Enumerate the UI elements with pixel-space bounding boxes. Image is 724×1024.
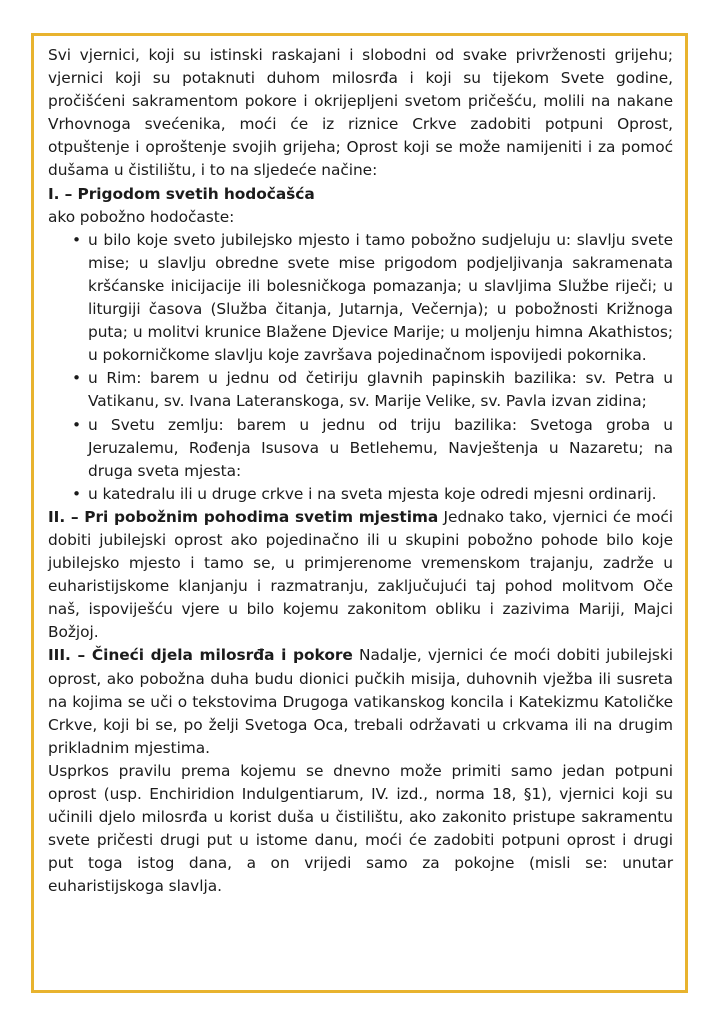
section-1-heading bbox=[48, 183, 673, 206]
bullet-text: u bilo koje sveto jubilejsko mjesto i tamo pobožno sudjeluju u: slavlju svete mise; u slavlju obredne svete mise prigodom podjeljivanja sakramenata kršćanske inicijacije ili bolesničkoga pomazanja; u slavljima Službe riječi; u liturgiji časova (Služba čitanja, Jutarnja, Večernja); u pobožnosti Križnoga puta; u molitvi krunice Blažene Djevice Marije; u moljenju himna Akathistos; u pokorničkome slavlju koje završava pojedinačnom ispovijedi pokornika. bbox=[88, 230, 673, 365]
bullet-icon: • bbox=[72, 415, 82, 434]
bullet-text: u Rim: barem u jednu od četiriju glavnih papinskih bazilika: sv. Petra u Vatikanu, sv. Ivana Lateranskoga, sv. Marije Velike, sv. Pavla izvan zidina; bbox=[88, 369, 673, 411]
section-3-paragraph bbox=[48, 644, 673, 759]
list-item bbox=[48, 414, 673, 483]
section-2-text: Jednako tako, vjernici će moći dobiti jubilejski oprost ako pojedinačno ili u skupini pobožno pohode bilo koje jubilejsko mjesto i tamo se, u primjerenome vremenskom trajanju, zadrže u euharistijskome klanjanju i razmatranju, zaključujući taj pohod molitvom Oče naš, ispoviješću vjere u bilo kojemu zakonitom obliku i zazivima Mariji, Majci Božjoj. bbox=[48, 507, 673, 642]
list-item bbox=[48, 367, 673, 413]
bullet-text: u katedralu ili u druge crkve i na sveta mjesta koje odredi mjesni ordinarij. bbox=[88, 484, 657, 503]
bullet-icon: • bbox=[72, 369, 82, 388]
bullet-icon: • bbox=[72, 230, 82, 249]
section-1-heading-text: I. – Prigodom svetih hodočašća bbox=[48, 184, 315, 203]
section-1-lead: ako pobožno hodočaste: bbox=[48, 207, 235, 226]
closing-paragraph: Usprkos pravilu prema kojemu se dnevno može primiti samo jedan potpuni oprost (usp. Enchiridion Indulgentiarum, IV. izd., norma 18, §1), vjernici koji su učinili djelo milosrđa u korist duša u čistilištu, ako zakonito pristupe sakramentu svete pričesti drugi put u istome danu, moći će zadobiti potpuni oprost i drugi put toga istog dana, a on vrijedi samo za pokojne (misli se: unutar euharistijskoga slavlja. bbox=[48, 761, 673, 896]
bullet-text: u Svetu zemlju: barem u jednu od triju bazilika: Svetoga groba u Jeruzalemu, Rođenja Isusova u Betlehemu, Navještenja u Nazaretu; na druga sveta mjesta: bbox=[88, 415, 673, 480]
section-3-heading: III. – Čineći djela milosrđa i pokore bbox=[48, 646, 353, 665]
list-item bbox=[48, 483, 673, 506]
bullet-icon: • bbox=[72, 484, 82, 503]
document-frame bbox=[31, 33, 688, 993]
list-item bbox=[48, 229, 673, 368]
section-1-bullet-list bbox=[48, 229, 673, 506]
document-body bbox=[48, 44, 673, 898]
section-2-heading: II. – Pri pobožnim pohodima svetim mjestima bbox=[48, 507, 439, 526]
section-2-paragraph bbox=[48, 506, 673, 645]
section-3-text: Nadalje, vjernici će moći dobiti jubilejski oprost, ako pobožna duha budu dionici pučkih misija, duhovnih vježba ili susreta na kojima se uči o tekstovima Drugoga vatikanskog koncila i Katekizmu Katoličke Crkve, koji bi se, po želji Svetoga Oca, trebali održavati u crkvama ili na drugim prikladnim mjestima. bbox=[48, 646, 673, 757]
intro-paragraph: Svi vjernici, koji su istinski raskajani i slobodni od svake privrženosti grijehu; vjernici koji su potaknuti duhom milosrđa i koji su tijekom Svete godine, pročišćeni sakramentom pokore i okrijepljeni svetom pričešću, molili na nakane Vrhovnoga svećenika, moći će iz riznice Crkve zadobiti potpuni Oprost, otpuštenje i oproštenje svojih grijeha; Oprost koji se može namijeniti i za pomoć dušama u čistilištu, i to na sljedeće načine: bbox=[48, 46, 673, 180]
